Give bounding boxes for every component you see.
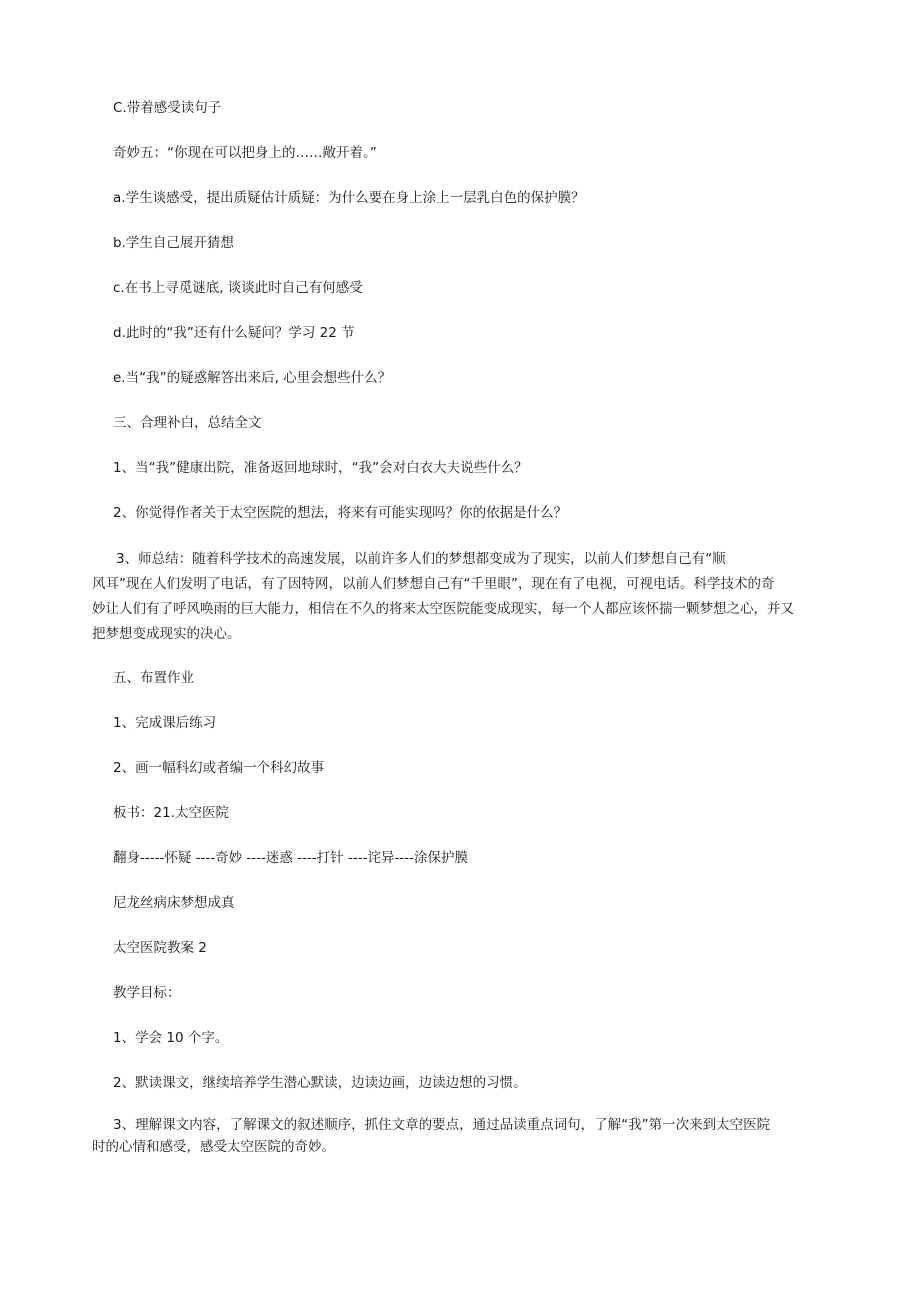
text-line: 妙让人们有了呼风唤雨的巨大能力，相信在不久的将来太空医院能变成现实，每一个人都应该怀揣一颗梦想之心，并又 (92, 601, 794, 617)
text-line: d.此时的“我”还有什么疑问？学习 22 节 (113, 325, 355, 341)
text-line: b.学生自己展开猜想 (113, 235, 234, 251)
summary-paragraph (92, 547, 794, 647)
text-line: C.带着感受读句子 (113, 100, 222, 116)
text-line: c.在书上寻觅谜底, 谈谈此时自己有何感受 (113, 280, 363, 296)
text-line: 1、当“我”健康出院，准备返回地球时，“我”会对白衣大夫说些什么？ (113, 460, 528, 476)
text-line: 1、完成课后练习 (113, 715, 217, 731)
text-line: 奇妙五：“你现在可以把身上的……敞开着。” (113, 145, 377, 161)
section-heading: 三、合理补白，总结全文 (113, 415, 262, 431)
text-line: 翻身-----怀疑 ----奇妙 ----迷惑 ----打针 ----诧异----涂保护膜 (113, 850, 468, 866)
text-line: 2、画一幅科幻或者编一个科幻故事 (113, 760, 325, 776)
text-line: 风耳”现在人们发明了电话，有了因特网，以前人们梦想自己有“千里眼”，现在有了电视，可视电话。科学技术的奇 (92, 576, 775, 592)
goal-paragraph (92, 1114, 770, 1158)
text-line: 3、理解课文内容，了解课文的叙述顺序，抓住文章的要点，通过品读重点词句，了解“我”第一次来到太空医院 (113, 1117, 771, 1133)
text-line: e.当“我”的疑惑解答出来后, 心里会想些什么？ (113, 370, 392, 386)
text-line: 教学目标： (113, 985, 181, 1001)
text-line: 3、师总结：随着科学技术的高速发展，以前许多人们的梦想都变成为了现实，以前人们梦想自己有“顺 (116, 551, 726, 567)
text-line: 把梦想变成现实的决心。 (92, 626, 241, 642)
document-title: 太空医院教案 2 (113, 940, 207, 956)
text-line: 2、默读课文，继续培养学生潜心默读，边读边画，边读边想的习惯。 (113, 1075, 527, 1091)
text-line: 尼龙丝病床梦想成真 (113, 895, 235, 911)
text-line: 时的心情和感受，感受太空医院的奇妙。 (92, 1139, 335, 1155)
text-line: 2、你觉得作者关于太空医院的想法，将来有可能实现吗？你的依据是什么？ (113, 505, 568, 521)
text-line: 板书：21.太空医院 (113, 805, 229, 821)
section-heading: 五、布置作业 (113, 670, 194, 686)
text-line: a.学生谈感受，提出质疑估计质疑：为什么要在身上涂上一层乳白色的保护膜？ (113, 190, 585, 206)
text-line: 1、学会 10 个字。 (113, 1030, 229, 1046)
